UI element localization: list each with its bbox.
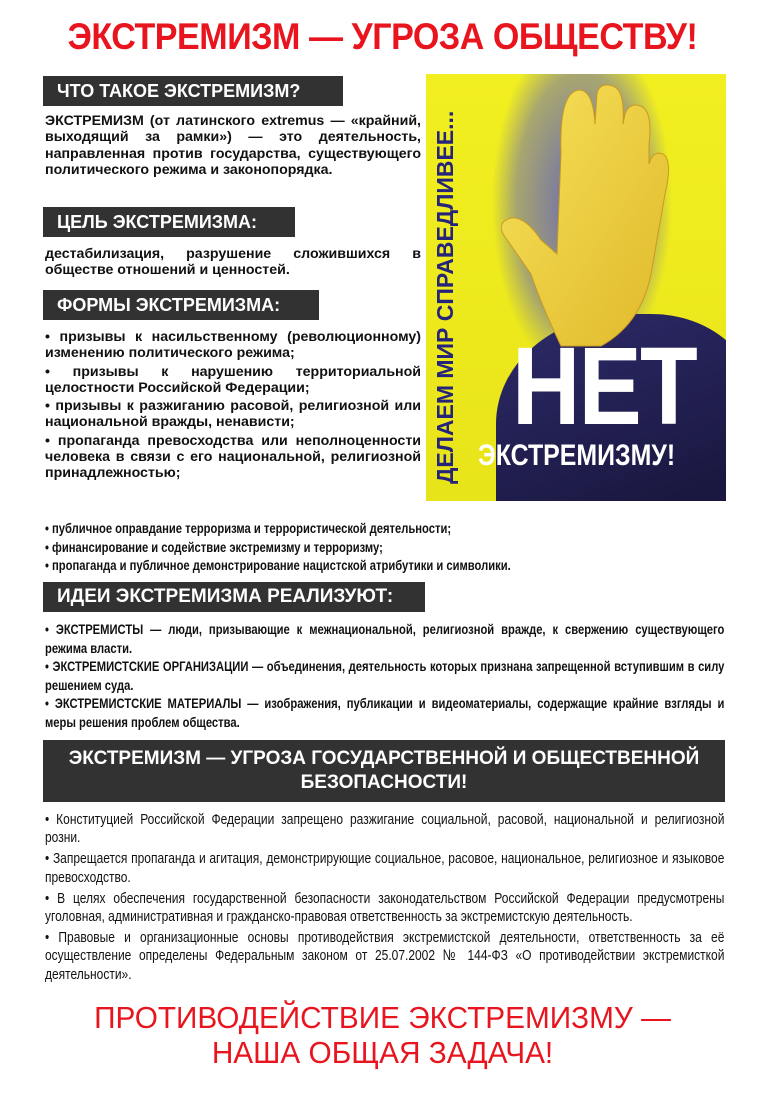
- list-item: • призывы к нарушению территориальной целостности Российской Федерации;: [45, 363, 421, 396]
- list-item: • В целях обеспечения государственной безопасности законодательством Российской Федерации предусмотрены уголовная, административная и гражданско-правовая ответственность за экстремистскую деятельность.: [45, 889, 725, 926]
- forms-list-top: [45, 329, 421, 482]
- list-item: • призывы к разжиганию расовой, религиозной или национальной вражды, ненависти;: [45, 398, 421, 431]
- section-heading-threat: [43, 740, 725, 802]
- list-item: • Конституцией Российской Федерации запрещено разжигание социальной, расовой, национальной и религиозной розни.: [45, 811, 725, 847]
- list-item: • финансирование и содействие экстремизму и терроризму;: [45, 539, 383, 556]
- forms-list-bottom: [45, 520, 724, 576]
- list-item: • публичное оправдание терроризма и террористической деятельности;: [45, 521, 452, 537]
- threat-heading-line1: ЭКСТРЕМИЗМ — УГРОЗА ГОСУДАРСТВЕННОЙ И ОБЩЕСТВЕННОЙ: [68, 748, 700, 769]
- threat-list: [45, 811, 724, 984]
- poster-vertical-slogan: ДЕЛАЕМ МИР СПРАВЕДЛИВЕЕ...: [432, 110, 458, 484]
- poster-sub-text: ЭКСТРЕМИЗМУ!: [478, 439, 676, 472]
- footer-slogan: [15, 1000, 749, 1070]
- raised-hand-icon: [501, 84, 671, 354]
- page-title: ЭКСТРЕМИЗМ — УГРОЗА ОБЩЕСТВУ!: [67, 16, 698, 57]
- footer-line2: НАША ОБЩАЯ ЗАДАЧА!: [211, 1035, 554, 1070]
- section-heading-goal: ЦЕЛЬ ЭКСТРЕМИЗМА:: [43, 207, 295, 237]
- threat-heading-line2: БЕЗОПАСНОСТИ!: [300, 772, 468, 793]
- section-heading-forms: ФОРМЫ ЭКСТРЕМИЗМА:: [43, 290, 319, 320]
- list-item: • ЭКСТРЕМИСТСКИЕ МАТЕРИАЛЫ — изображения, публикации и видеоматериалы, содержащие крайние взгляды и меры решения проблем общества.: [45, 696, 725, 731]
- list-item: • пропаганда превосходства или неполноценности человека в связи с его национальной, религиозной принадлежностью;: [45, 432, 421, 482]
- section-text-goal: [45, 246, 421, 279]
- section-heading-what: ЧТО ТАКОЕ ЭКСТРЕМИЗМ?: [43, 76, 343, 106]
- list-item: • призывы к насильственному (революционному) изменению политического режима;: [45, 329, 421, 362]
- poster-big-text: НЕТ: [512, 325, 697, 448]
- list-item: • Запрещается пропаганда и агитация, демонстрирующие социальное, расовое, национальное, религиозное и языковое превосходство.: [45, 850, 725, 886]
- goal-text: дестабилизация, разрушение сложившихся в обществе отношений и ценностей.: [45, 246, 421, 279]
- section-text-what: [45, 113, 421, 178]
- footer-line1: ПРОТИВОДЕЙСТВИЕ ЭКСТРЕМИЗМУ —: [94, 1000, 671, 1035]
- ideas-list: [45, 621, 724, 732]
- section-heading-ideas: ИДЕИ ЭКСТРЕМИЗМА РЕАЛИЗУЮТ:: [43, 582, 425, 612]
- list-item: • пропаганда и публичное демонстрирование нацистской атрибутики и символики.: [45, 558, 511, 574]
- definition-text: ЭКСТРЕМИЗМ (от латинского extremus — «крайний, выходящий за рамки») — это деятельность, направленная против государства, существующего политического режима и законопорядка.: [45, 113, 421, 178]
- list-item: • Правовые и организационные основы противодействия экстремистской деятельности, ответственность за её осуществление определены Федеральным законом от 25.07.2002 № 144-ФЗ «О противодействии экстремисткой деятельности».: [45, 929, 725, 983]
- list-item: • ЭКСТРЕМИСТСКИЕ ОРГАНИЗАЦИИ — объединения, деятельность которых признана запрещенной вступившим в силу решением суда.: [45, 659, 725, 694]
- list-item: • ЭКСТРЕМИСТЫ — люди, призывающие к межнациональной, религиозной вражде, к свержению существующего режима власти.: [45, 622, 725, 657]
- poster-image: [426, 74, 726, 501]
